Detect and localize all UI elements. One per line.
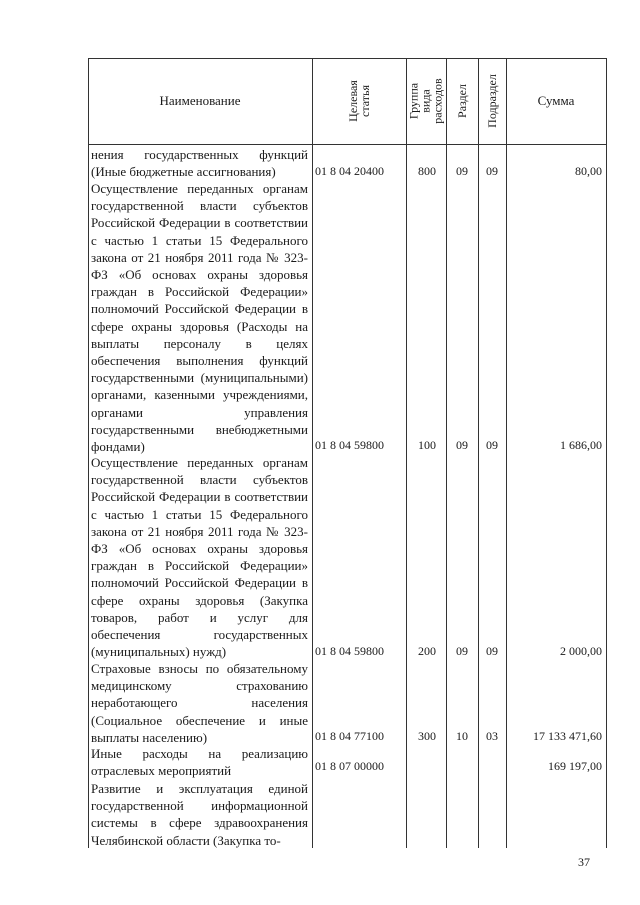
table-right-border (606, 58, 607, 848)
table-row-name: Иные расходы на реализацию отраслевых мероприятий (91, 746, 308, 779)
page-number: 37 (578, 855, 590, 869)
table-row-name: Развитие и эксплуатация единой государственной информационной системы в сфере здравоохранения Челябинской области (Закупка то- (91, 781, 308, 848)
table-row-section: 09 (456, 438, 468, 452)
header-target-label: Целевая статья (346, 80, 372, 122)
table-row-sum: 2 000,00 (560, 644, 602, 658)
table-row-name: Осуществление переданных органам государственной власти субъектов Российской Федерации в соответствии с частью 1 статьи 15 Федерального закона от 21 ноября 2011 года № 323-ФЗ «Об основах охраны здоровья граждан в Российской Федерации» полномочий Российской Федерации в сфере охраны здоровья (Расходы на выплаты персоналу в целях обеспечения выполнения функций государственными (муниципальными) органами, казенными учреждениями, органами управления государственными внебюджетными фондами) (91, 181, 308, 455)
table-row-group: 200 (418, 644, 436, 658)
table-row-name: Осуществление переданных органам государственной власти субъектов Российской Федерации в соответствии с частью 1 статьи 15 Федерального закона от 21 ноября 2011 года № 323-ФЗ «Об основах охраны здоровья граждан в Российской Федерации» полномочий Российской Федерации в сфере охраны здоровья (Закупка товаров, работ и услуг для обеспечения государственных (муниципальных) нужд) (91, 455, 308, 660)
table-left-border (88, 58, 89, 848)
table-row-sum: 1 686,00 (560, 438, 602, 452)
table-row-subsection: 03 (486, 729, 498, 743)
table-row-section: 10 (456, 729, 468, 743)
table-row-section: 09 (456, 164, 468, 178)
table-row-subsection: 09 (486, 644, 498, 658)
table-row-code: 01 8 07 00000 (315, 759, 384, 773)
header-subsection-label: Подраздел (485, 74, 500, 128)
table-row-code: 01 8 04 59800 (315, 438, 384, 452)
table-row-subsection: 09 (486, 164, 498, 178)
table-row-sum: 80,00 (575, 164, 602, 178)
header-group-label: Группа вида расходов (407, 78, 445, 124)
table-row-name: Страховые взносы по обязательному медицинскому страхованию неработающего населения (Социальное обеспечение и иные выплаты населению) (91, 661, 308, 745)
header-bottom-border (88, 144, 606, 145)
header-subsection (478, 58, 506, 144)
header-section-label: Раздел (455, 84, 470, 118)
table-row-sum: 17 133 471,60 (533, 729, 602, 743)
header-group (406, 58, 446, 144)
table-row-code: 01 8 04 20400 (315, 164, 384, 178)
table-row-group: 300 (418, 729, 436, 743)
table-row-code: 01 8 04 77100 (315, 729, 384, 743)
table-row-code: 01 8 04 59800 (315, 644, 384, 658)
table-row-group: 800 (418, 164, 436, 178)
table-row-name: нения государственных функций (Иные бюджетные ассигнования) (91, 147, 308, 180)
table-row-subsection: 09 (486, 438, 498, 452)
header-sum: Сумма (537, 93, 575, 108)
column-divider (406, 58, 407, 848)
table-row-sum: 169 197,00 (548, 759, 602, 773)
header-section (446, 58, 478, 144)
table-row-section: 09 (456, 644, 468, 658)
column-divider (312, 58, 313, 848)
header-target (312, 58, 406, 144)
header-name: Наименование (159, 93, 241, 108)
table-row-group: 100 (418, 438, 436, 452)
